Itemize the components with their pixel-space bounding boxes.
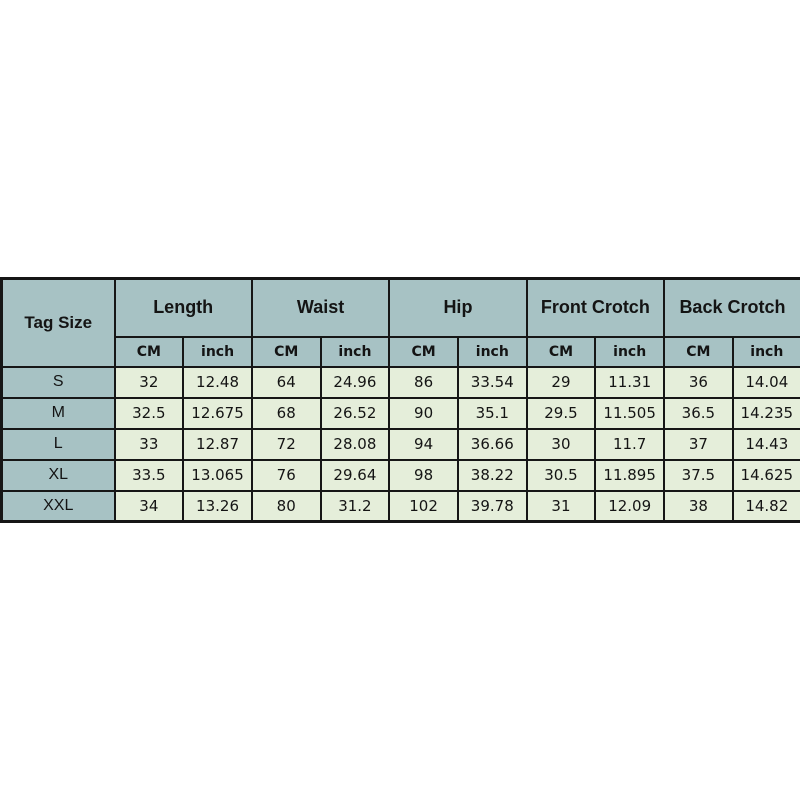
size-chart-table [0,277,800,523]
size-label: S [2,367,115,398]
value-cell: 11.31 [595,367,664,398]
size-label: XXL [2,491,115,522]
value-cell: 34 [115,491,184,522]
table-row [2,429,800,460]
value-cell: 12.09 [595,491,664,522]
corner-label: Tag Size [2,279,115,367]
unit-header: CM [527,337,596,367]
value-cell: 102 [389,491,458,522]
value-cell: 38 [664,491,733,522]
unit-header: inch [458,337,527,367]
value-cell: 14.625 [733,460,800,491]
unit-header: CM [664,337,733,367]
unit-header: CM [389,337,458,367]
value-cell: 13.065 [183,460,252,491]
unit-header: CM [115,337,184,367]
value-cell: 72 [252,429,321,460]
value-cell: 14.43 [733,429,800,460]
value-cell: 68 [252,398,321,429]
value-cell: 31 [527,491,596,522]
value-cell: 32.5 [115,398,184,429]
value-cell: 14.235 [733,398,800,429]
unit-header: inch [183,337,252,367]
value-cell: 36.5 [664,398,733,429]
value-cell: 37 [664,429,733,460]
value-cell: 12.48 [183,367,252,398]
value-cell: 29 [527,367,596,398]
value-cell: 28.08 [321,429,390,460]
group-header-waist: Waist [252,279,389,337]
value-cell: 11.7 [595,429,664,460]
value-cell: 33.5 [115,460,184,491]
value-cell: 35.1 [458,398,527,429]
value-cell: 31.2 [321,491,390,522]
value-cell: 14.04 [733,367,800,398]
group-header-length: Length [115,279,252,337]
group-header-hip: Hip [389,279,526,337]
value-cell: 33.54 [458,367,527,398]
unit-header: inch [595,337,664,367]
value-cell: 86 [389,367,458,398]
group-header-front-crotch: Front Crotch [527,279,664,337]
value-cell: 12.87 [183,429,252,460]
unit-header: CM [252,337,321,367]
value-cell: 64 [252,367,321,398]
size-chart-header [2,279,800,367]
value-cell: 36.66 [458,429,527,460]
unit-header-row [2,337,800,367]
value-cell: 29.64 [321,460,390,491]
value-cell: 80 [252,491,321,522]
size-label: M [2,398,115,429]
value-cell: 30 [527,429,596,460]
value-cell: 14.82 [733,491,800,522]
value-cell: 90 [389,398,458,429]
value-cell: 33 [115,429,184,460]
size-table-body [2,367,800,522]
value-cell: 98 [389,460,458,491]
value-cell: 11.895 [595,460,664,491]
unit-header: inch [321,337,390,367]
value-cell: 37.5 [664,460,733,491]
value-cell: 94 [389,429,458,460]
table-row [2,460,800,491]
value-cell: 12.675 [183,398,252,429]
table-row [2,491,800,522]
value-cell: 39.78 [458,491,527,522]
value-cell: 30.5 [527,460,596,491]
value-cell: 38.22 [458,460,527,491]
value-cell: 32 [115,367,184,398]
size-label: L [2,429,115,460]
value-cell: 29.5 [527,398,596,429]
value-cell: 24.96 [321,367,390,398]
table-row [2,398,800,429]
group-header-back-crotch: Back Crotch [664,279,800,337]
value-cell: 26.52 [321,398,390,429]
value-cell: 76 [252,460,321,491]
value-cell: 13.26 [183,491,252,522]
unit-header: inch [733,337,800,367]
value-cell: 11.505 [595,398,664,429]
table-row [2,367,800,398]
group-header-row [2,279,800,337]
size-label: XL [2,460,115,491]
value-cell: 36 [664,367,733,398]
